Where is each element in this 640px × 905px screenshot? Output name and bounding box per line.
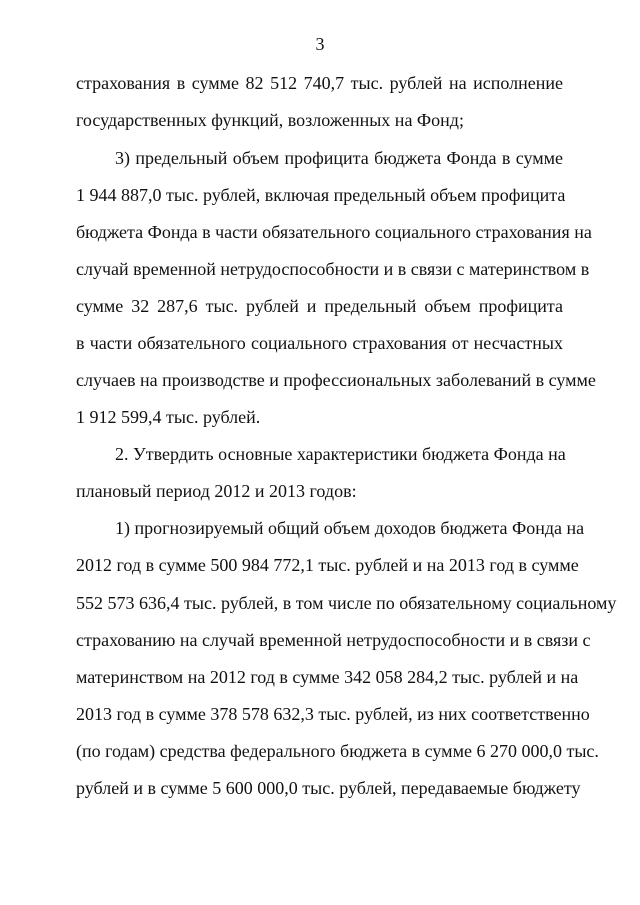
- text-line: в части обязательного социального страхования от несчастных: [76, 333, 563, 353]
- text-line: случай временной нетрудоспособности и в связи с материнством в: [76, 259, 590, 279]
- text-line: сумме 32 287,6 тыс. рублей и предельный объем профицита: [76, 296, 563, 316]
- text-line: 1) прогнозируемый общий объем доходов бюджета Фонда на: [115, 518, 585, 538]
- text-line: 2012 год в сумме 500 984 772,1 тыс. рублей и на 2013 год в сумме: [76, 555, 579, 575]
- text-line: 1 944 887,0 тыс. рублей, включая предельный объем профицита: [76, 185, 566, 205]
- text-line: (по годам) средства федерального бюджета в сумме 6 270 000,0 тыс.: [76, 741, 599, 761]
- text-line: бюджета Фонда в части обязательного социального страхования на: [76, 222, 592, 242]
- text-line: рублей и в сумме 5 600 000,0 тыс. рублей, передаваемые бюджету: [76, 778, 581, 798]
- page-number: 3: [315, 34, 325, 54]
- text-line: 2. Утвердить основные характеристики бюджета Фонда на: [115, 444, 566, 464]
- text-line: 2013 год в сумме 378 578 632,3 тыс. рублей, из них соответственно: [76, 704, 590, 724]
- text-line: 3) предельный объем профицита бюджета Фонда в сумме: [115, 148, 563, 168]
- text-line: случаев на производстве и профессиональных заболеваний в сумме: [76, 370, 596, 390]
- text-line: 552 573 636,4 тыс. рублей, в том числе по обязательному социальному: [76, 593, 617, 613]
- text-line: государственных функций, возложенных на Фонд;: [76, 110, 464, 130]
- text-line: страхования в сумме 82 512 740,7 тыс. рублей на исполнение: [76, 73, 563, 93]
- text-line: 1 912 599,4 тыс. рублей.: [76, 407, 261, 427]
- text-line: страхованию на случай временной нетрудоспособности и в связи с: [76, 630, 591, 650]
- text-line: плановый период 2012 и 2013 годов:: [76, 481, 357, 501]
- text-line: материнством на 2012 год в сумме 342 058 284,2 тыс. рублей и на: [76, 667, 579, 687]
